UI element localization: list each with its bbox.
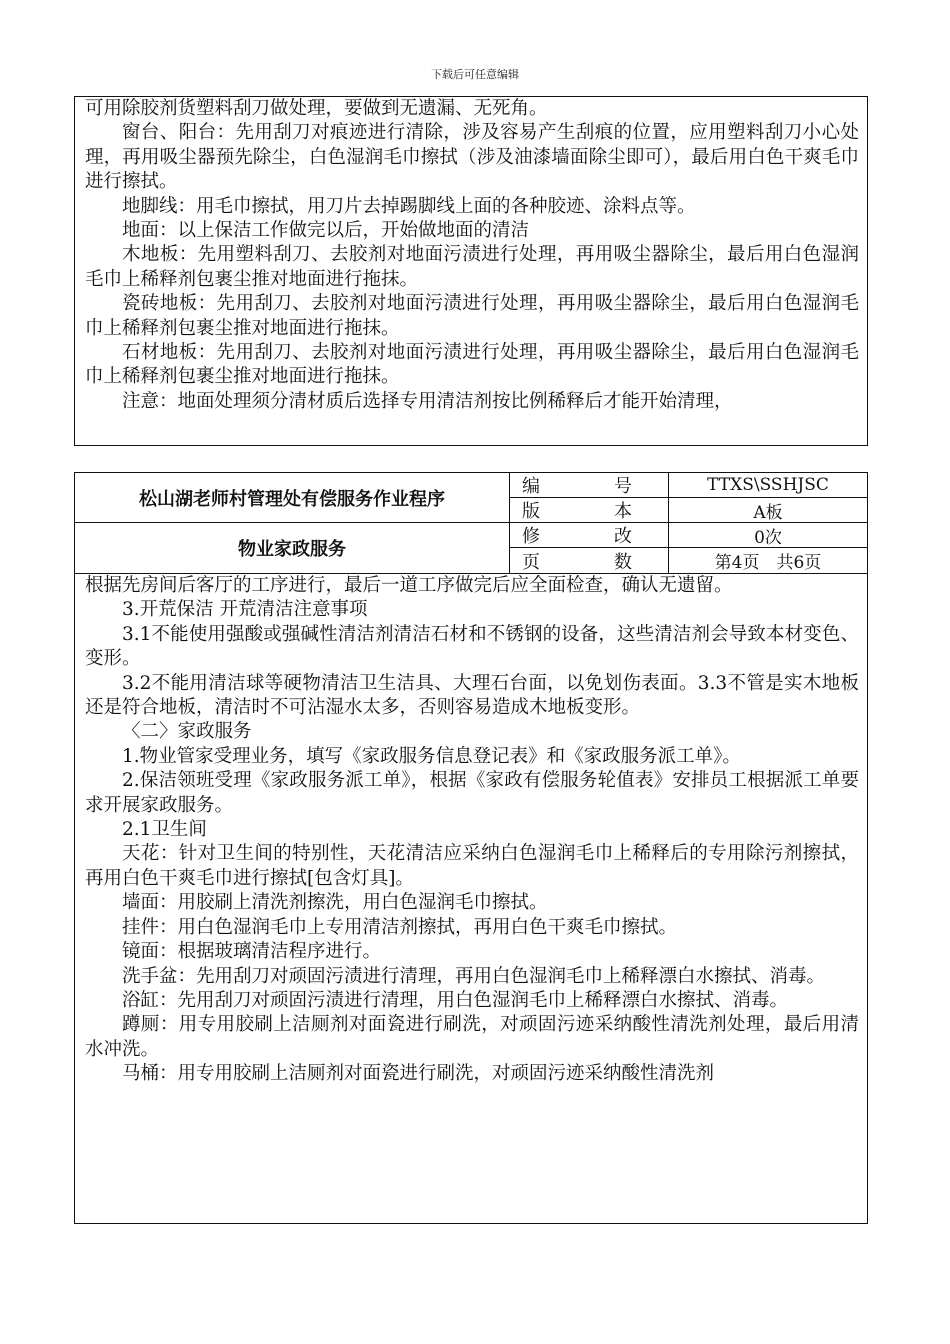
paragraph: 2.保洁领班受理《家政服务派工单》，根据《家政有偿服务轮值表》安排员工根据派工单要求开展家政服务。	[85, 770, 859, 816]
page-1-text-box	[74, 96, 868, 446]
paragraph: 墙面：用胶刷上清洗剂擦洗，用白色湿润毛巾擦拭。	[122, 892, 548, 914]
page-2-body	[75, 574, 867, 1087]
paragraph: 3.1不能使用强酸或强碱性清洁剂清洁石材和不锈钢的设备，这些清洁剂会导致本材变色、变形。	[85, 623, 859, 670]
page-2-box	[74, 472, 868, 1224]
header-labels-column	[510, 473, 669, 573]
paragraph: 窗台、阳台：先用刮刀对痕迹进行清除，涉及容易产生刮痕的位置，应用塑料刮刀小心处理，再用吸尘器预先除尘，白色湿润毛巾擦拭（涉及油漆墙面除尘即可），最后用白色干爽毛巾进行擦拭。	[85, 122, 859, 193]
paragraph: 天花：针对卫生间的特别性，天花清洁应采纳白色湿润毛巾上稀释后的专用除污剂擦拭，再用白色干爽毛巾进行擦拭[包含灯具]。	[85, 843, 859, 889]
value-version: A板	[669, 498, 867, 523]
paragraph: 根据先房间后客厅的工序进行，最后一道工序做完后应全面检查，确认无遗留。	[85, 575, 733, 596]
paragraph: 注意：地面处理须分清材质后选择专用清洁剂按比例稀释后才能开始清理，	[122, 390, 733, 412]
label-version: 版 本	[510, 498, 669, 523]
paragraph: 地脚线：用毛巾擦拭，用刀片去掉踢脚线上面的各种胶迹、涂料点等。	[122, 195, 696, 217]
paragraph: 地面：以上保洁工作做完以后，开始做地面的清洁	[122, 220, 530, 242]
paragraph: 石材地板：先用刮刀、去胶剂对地面污渍进行处理，再用吸尘器除尘，最后用白色湿润毛巾上稀释剂包裹尘推对地面进行拖抹。	[85, 342, 859, 388]
paragraph: 镜面：根据玻璃清洁程序进行。	[122, 941, 382, 963]
paragraph: 3.开荒保洁 开荒清洁注意事项	[122, 599, 368, 621]
paragraph: 木地板：先用塑料刮刀、去胶剂对地面污渍进行处理，再用吸尘器除尘，最后用白色湿润毛巾上稀释剂包裹尘推对地面进行拖抹。	[85, 244, 859, 290]
value-code: TTXS\SSHJSC	[669, 473, 867, 498]
value-pages: 第4页 共6页	[714, 553, 822, 573]
paragraph: 浴缸：先用刮刀对顽固污渍进行清理，用白色湿润毛巾上稀释漂白水擦拭、消毒。	[122, 989, 789, 1011]
label-pages: 页 数	[510, 548, 669, 573]
paragraph: 2.1卫生间	[122, 819, 207, 841]
document-subtitle: 物业家政服务	[75, 523, 510, 573]
label-revision: 修 改	[510, 523, 669, 548]
document-title: 松山湖老师村管理处有偿服务作业程序	[75, 473, 510, 523]
page-1-body	[75, 97, 867, 414]
value-revision: 0次	[669, 523, 867, 548]
paragraph: 可用除胶剂货塑料刮刀做处理，要做到无遗漏、无死角。	[85, 98, 548, 119]
paragraph: 3.2不能用清洁球等硬物清洁卫生洁具、大理石台面，以免划伤表面。3.3不管是实木地板还是符合地板，清洁时不可沾湿水太多，否则容易造成木地板变形。	[85, 672, 859, 719]
paragraph: 瓷砖地板：先用刮刀、去胶剂对地面污渍进行处理，再用吸尘器除尘，最后用白色湿润毛巾上稀释剂包裹尘推对地面进行拖抹。	[85, 293, 859, 339]
paragraph: 马桶：用专用胶刷上洁厕剂对面瓷进行刷洗，对顽固污迹采纳酸性清洗剂	[122, 1063, 715, 1085]
label-code: 编 号	[510, 473, 669, 498]
paragraph: 蹲厕：用专用胶刷上洁厕剂对面瓷进行刷洗，对顽固污迹采纳酸性清洗剂处理，最后用清水冲洗。	[85, 1014, 859, 1060]
paragraph: 挂件：用白色湿润毛巾上专用清洁剂擦拭，再用白色干爽毛巾擦拭。	[122, 916, 678, 938]
paragraph: 1.物业管家受理业务，填写《家政服务信息登记表》和《家政服务派工单》。	[122, 745, 741, 767]
document-header-table	[75, 473, 867, 574]
header-values-column	[669, 473, 867, 573]
paragraph: 洗手盆：先用刮刀对顽固污渍进行清理，再用白色湿润毛巾上稀释漂白水擦拭、消毒。	[122, 965, 826, 987]
download-note: 下载后可任意编辑	[431, 68, 519, 81]
paragraph: 〈二〉家政服务	[122, 721, 252, 743]
